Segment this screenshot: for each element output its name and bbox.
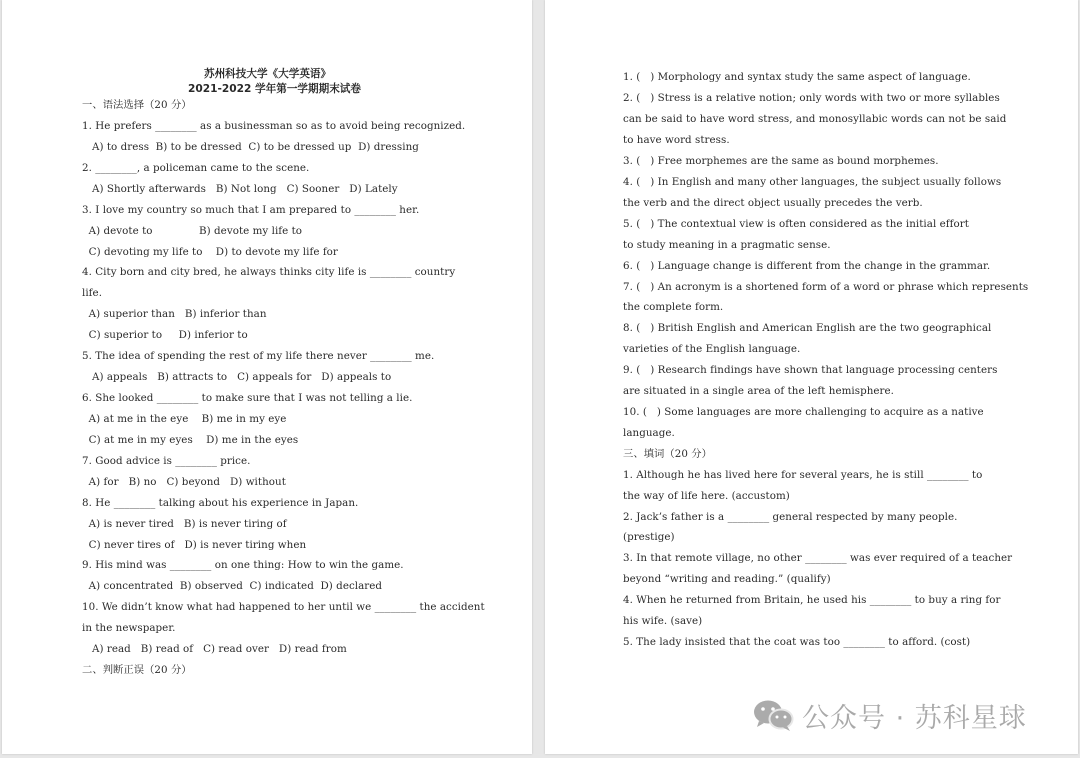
question-line: A) is never tired B) is never tiring of <box>82 518 287 530</box>
question-line: 9. ( ) Research findings have shown that language processing centers <box>623 364 998 376</box>
question-line: can be said to have word stress, and monosyllabic words can not be said <box>623 113 1007 125</box>
question-line: to study meaning in a pragmatic sense. <box>623 239 831 251</box>
section-heading: 一、语法选择（20 分） <box>82 99 192 111</box>
question-line: 5. ( ) The contextual view is often considered as the initial effort <box>623 218 969 230</box>
question-line: varieties of the English language. <box>623 343 801 355</box>
question-line: 7. Good advice is ________ price. <box>82 455 251 467</box>
question-line: A) at me in the eye B) me in my eye <box>82 413 287 425</box>
question-line: to have word stress. <box>623 134 730 146</box>
exam-title-term: 2021-2022 学年第一学期期末试卷 <box>188 83 361 95</box>
question-line: language. <box>623 427 675 439</box>
question-line: the verb and the direct object usually precedes the verb. <box>623 197 923 209</box>
question-line: 9. His mind was ________ on one thing: How to win the game. <box>82 559 404 571</box>
exam-title-school: 苏州科技大学《大学英语》 <box>204 68 332 80</box>
question-line: 2. ( ) Stress is a relative notion; only words with two or more syllables <box>623 92 1000 104</box>
section-heading: 三、填词（20 分） <box>623 448 712 460</box>
question-line: 10. We didn’t know what had happened to her until we ________ the accident <box>82 601 485 613</box>
question-line: in the newspaper. <box>82 622 176 634</box>
question-line: A) devote to B) devote my life to <box>82 225 303 237</box>
question-line: the way of life here. (accustom) <box>623 490 790 502</box>
question-line: 6. ( ) Language change is different from the change in the grammar. <box>623 260 991 272</box>
wechat-icon <box>752 698 794 732</box>
question-line: C) devoting my life to D) to devote my life for <box>82 246 338 258</box>
watermark-text: 公众号 · 苏科星球 <box>802 702 1027 734</box>
question-line: 4. ( ) In English and many other languages, the subject usually follows <box>623 176 1002 188</box>
question-line: 1. ( ) Morphology and syntax study the same aspect of language. <box>623 71 971 83</box>
question-line: 3. In that remote village, no other ________ was ever required of a teacher <box>623 552 1013 564</box>
question-line: 3. ( ) Free morphemes are the same as bound morphemes. <box>623 155 939 167</box>
question-line: 2. ________, a policeman came to the scene. <box>82 162 310 174</box>
question-line: A) concentrated B) observed C) indicated D) declared <box>82 580 383 592</box>
question-line: 6. She looked ________ to make sure that I was not telling a lie. <box>82 392 413 404</box>
question-line: 4. When he returned from Britain, he used his ________ to buy a ring for <box>623 594 1001 606</box>
question-line: 2. Jack’s father is a ________ general respected by many people. <box>623 511 958 523</box>
question-line: 8. He ________ talking about his experience in Japan. <box>82 497 359 509</box>
question-line: 8. ( ) British English and American English are the two geographical <box>623 322 992 334</box>
question-line: A) Shortly afterwards B) Not long C) Sooner D) Lately <box>82 183 398 195</box>
question-line: C) at me in my eyes D) me in the eyes <box>82 434 299 446</box>
question-line: A) appeals B) attracts to C) appeals for D) appeals to <box>82 371 392 383</box>
question-line: 1. He prefers ________ as a businessman so as to avoid being recognized. <box>82 120 466 132</box>
question-line: 3. I love my country so much that I am prepared to ________ her. <box>82 204 420 216</box>
question-line: 7. ( ) An acronym is a shortened form of a word or phrase which represents <box>623 281 1029 293</box>
question-line: the complete form. <box>623 301 724 313</box>
question-line: A) superior than B) inferior than <box>82 308 267 320</box>
exam-page-right <box>545 0 1078 754</box>
question-line: (prestige) <box>623 531 675 543</box>
watermark <box>752 694 1052 736</box>
question-line: his wife. (save) <box>623 615 703 627</box>
question-line: 4. City born and city bred, he always thinks city life is ________ country <box>82 266 456 278</box>
question-line: 5. The lady insisted that the coat was too ________ to afford. (cost) <box>623 636 971 648</box>
question-line: A) for B) no C) beyond D) without <box>82 476 286 488</box>
question-line: are situated in a single area of the left hemisphere. <box>623 385 894 397</box>
question-line: C) never tires of D) is never tiring when <box>82 539 307 551</box>
question-line: 5. The idea of spending the rest of my life there never ________ me. <box>82 350 435 362</box>
section-heading: 二、判断正误（20 分） <box>82 664 192 676</box>
question-line: 1. Although he has lived here for several years, he is still ________ to <box>623 469 983 481</box>
question-line: life. <box>82 287 103 299</box>
question-line: beyond “writing and reading.” (qualify) <box>623 573 831 585</box>
question-line: C) superior to D) inferior to <box>82 329 248 341</box>
question-line: A) read B) read of C) read over D) read from <box>82 643 347 655</box>
exam-page-left <box>2 0 532 754</box>
question-line: 10. ( ) Some languages are more challenging to acquire as a native <box>623 406 984 418</box>
question-line: A) to dress B) to be dressed C) to be dressed up D) dressing <box>82 141 419 153</box>
